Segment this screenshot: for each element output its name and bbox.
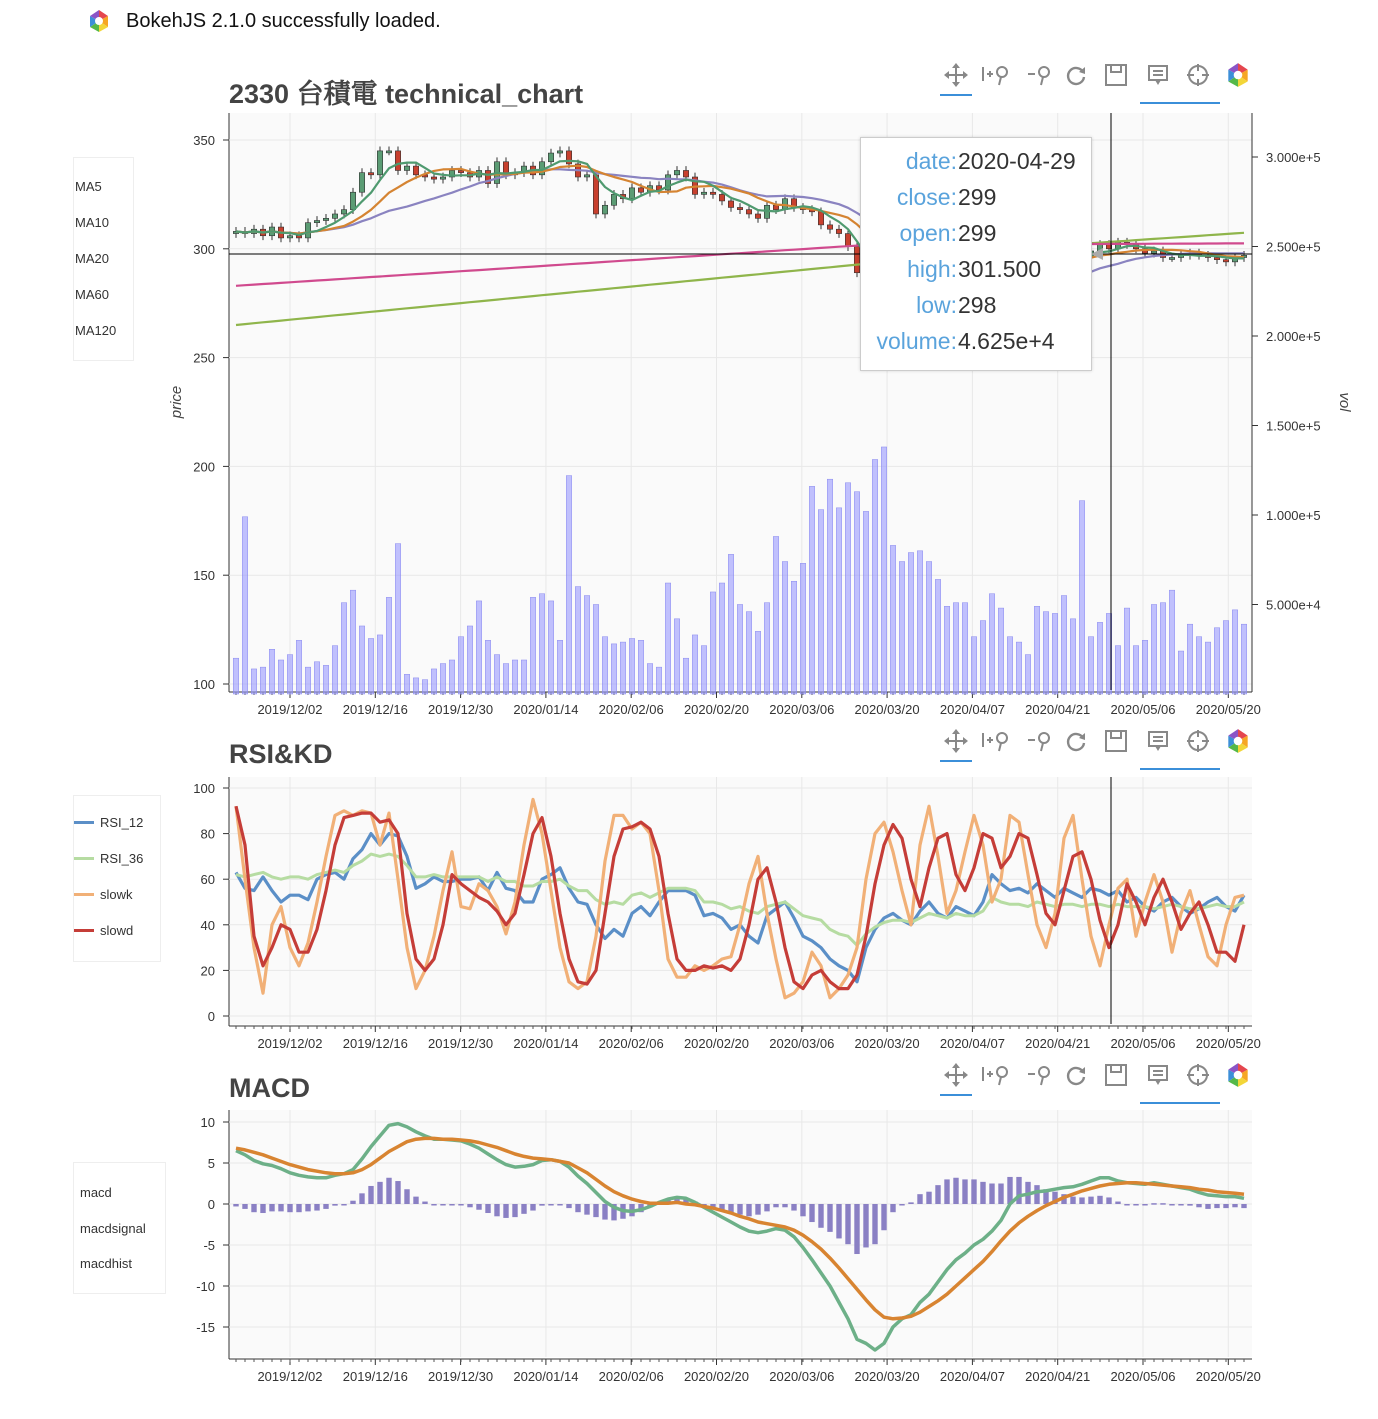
legend-label: MA20 [75, 250, 109, 266]
macdhist-bar [287, 1204, 292, 1212]
macd-y-tick-label: 5 [207, 1156, 215, 1171]
hover-tooltip [860, 137, 1092, 371]
macdhist-bar [1232, 1204, 1237, 1207]
macdhist-bar [737, 1204, 742, 1215]
macd-y-tick-label: -15 [196, 1320, 215, 1335]
macdhist-bar [908, 1202, 913, 1204]
macdhist-bar [413, 1197, 418, 1204]
macdhist-bar [233, 1204, 238, 1206]
macdhist-bar [431, 1204, 436, 1206]
macdhist-bar [926, 1192, 931, 1204]
price-x-tick-label: 2019/12/30 [428, 702, 494, 717]
tooltip-open: 299 [958, 220, 997, 246]
macdhist-bar [242, 1204, 247, 1209]
macdhist-bar [386, 1178, 391, 1204]
macdhist-bar [872, 1204, 877, 1244]
legend-label: RSI_36 [100, 850, 144, 866]
rsi-x-tick-label: 2019/12/16 [342, 1036, 408, 1051]
macdhist-bar [602, 1204, 607, 1220]
tooltip-date: 2020-04-29 [958, 148, 1076, 174]
macdhist-bar [503, 1204, 508, 1218]
macdhist-bar [1142, 1204, 1147, 1206]
macdhist-bar [989, 1184, 994, 1205]
macdhist-bar [953, 1178, 958, 1204]
rsi-chart-title: RSI&KD [229, 739, 333, 769]
macdhist-bar [845, 1204, 850, 1244]
legend-label: macdsignal [80, 1220, 146, 1236]
macdhist-bar [935, 1185, 940, 1204]
rsi-x-tick-label: 2020/05/06 [1110, 1036, 1176, 1051]
macdhist-bar [1178, 1204, 1183, 1206]
price-y-tick-label: 250 [193, 350, 215, 366]
macdhist-bar [575, 1204, 580, 1212]
tooltip-key: open: [899, 220, 957, 246]
macdhist-bar [449, 1204, 454, 1206]
macdhist-bar [899, 1204, 904, 1206]
macd-x-tick-label: 2020/05/06 [1110, 1369, 1176, 1384]
macdhist-bar [1088, 1197, 1093, 1204]
tooltip-key: high: [907, 256, 957, 282]
price-chart-title: 2330 台積電 technical_chart [229, 79, 584, 109]
macdhist-bar [998, 1184, 1003, 1205]
macdhist-bar [1016, 1177, 1021, 1204]
macd-x-tick-label: 2020/05/20 [1195, 1369, 1261, 1384]
macd-x-tick-label: 2020/03/06 [769, 1369, 835, 1384]
macdhist-bar [809, 1204, 814, 1222]
macdhist-bar [836, 1204, 841, 1238]
price-y-axis-label: price [168, 385, 185, 419]
legend-label: RSI_12 [100, 814, 144, 830]
price-y2-tick-label: 2.500e+5 [1266, 239, 1321, 255]
macdhist-bar [1106, 1197, 1111, 1204]
price-y2-tick-label: 1.000e+5 [1266, 508, 1321, 523]
price-x-tick-label: 2020/04/07 [939, 702, 1005, 717]
macd-x-tick-label: 2019/12/16 [342, 1369, 408, 1384]
macdhist-bar [1115, 1202, 1120, 1204]
macdhist-bar [1205, 1204, 1210, 1209]
macdhist-bar [440, 1204, 445, 1206]
legend-label: macdhist [80, 1255, 133, 1271]
price-x-tick-label: 2020/03/06 [769, 702, 835, 717]
tooltip-key: low: [916, 292, 957, 318]
macdhist-bar [359, 1193, 364, 1204]
macdhist-bar [800, 1204, 805, 1216]
price-y2-axis-label: vol [1336, 392, 1353, 412]
price-y-tick-label: 200 [193, 459, 215, 475]
macd-x-tick-label: 2020/01/14 [513, 1369, 579, 1384]
macdhist-bar [773, 1204, 778, 1207]
rsi-x-tick-label: 2020/02/20 [683, 1036, 750, 1051]
macdhist-bar [1151, 1203, 1156, 1205]
macdhist-bar [746, 1204, 751, 1216]
macdhist-bar [251, 1204, 256, 1212]
macdhist-bar [944, 1179, 949, 1204]
macdhist-bar [1223, 1204, 1228, 1208]
macdhist-bar [863, 1204, 868, 1247]
macdhist-bar [476, 1204, 481, 1210]
macd-x-tick-label: 2020/02/20 [683, 1369, 750, 1384]
tooltip-key: close: [896, 184, 957, 210]
macd-x-tick-label: 2019/12/02 [257, 1369, 323, 1384]
macd-x-tick-label: 2020/03/20 [854, 1369, 920, 1384]
legend-label: slowd [100, 922, 134, 938]
tooltip-key: date: [905, 148, 957, 174]
macd-x-tick-label: 2019/12/30 [428, 1369, 494, 1384]
macdhist-bar [305, 1204, 310, 1211]
rsi-y-tick-label: 60 [200, 872, 215, 888]
rsi-y-tick-label: 0 [207, 1009, 215, 1024]
macd-x-tick-label: 2020/02/06 [598, 1369, 664, 1384]
price-y2-tick-label: 3.000e+5 [1266, 150, 1321, 165]
macdhist-bar [881, 1204, 886, 1230]
price-x-tick-label: 2020/05/06 [1110, 702, 1176, 717]
macdhist-bar [971, 1179, 976, 1204]
macdhist-bar [350, 1201, 355, 1204]
macdhist-bar [827, 1204, 832, 1232]
macdhist-bar [548, 1204, 553, 1206]
price-y2-tick-label: 1.500e+5 [1266, 418, 1321, 434]
price-x-tick-label: 2020/01/14 [513, 702, 579, 717]
rsi-y-tick-label: 20 [200, 963, 215, 979]
macdhist-bar [485, 1204, 490, 1213]
macdhist-bar [980, 1182, 985, 1204]
macdhist-bar [1070, 1197, 1075, 1204]
legend-label: MA60 [75, 286, 109, 302]
macdhist-bar [458, 1204, 463, 1206]
price-y-tick-label: 300 [193, 241, 215, 257]
macdhist-bar [782, 1204, 787, 1207]
rsi-x-tick-label: 2020/01/14 [513, 1036, 579, 1051]
price-x-tick-label: 2019/12/16 [342, 702, 408, 717]
rsi-x-tick-label: 2019/12/02 [257, 1036, 323, 1051]
rsi-y-tick-label: 40 [200, 917, 215, 933]
macdhist-bar [962, 1179, 967, 1204]
legend-label: MA10 [75, 214, 109, 230]
macdhist-bar [557, 1204, 562, 1206]
macdhist-bar [584, 1204, 589, 1215]
price-x-tick-label: 2020/04/21 [1025, 702, 1091, 717]
macdhist-bar [917, 1194, 922, 1204]
macd-plot-area [229, 1110, 1252, 1357]
macdhist-bar [593, 1204, 598, 1217]
macdhist-bar [530, 1204, 535, 1211]
rsi-x-tick-label: 2020/03/20 [854, 1036, 920, 1051]
macdhist-bar [854, 1204, 859, 1254]
macdhist-bar [494, 1204, 499, 1216]
macdhist-bar [791, 1204, 796, 1211]
macdhist-bar [323, 1204, 328, 1209]
rsi-x-tick-label: 2019/12/30 [428, 1036, 494, 1051]
macdhist-bar [377, 1182, 382, 1204]
price-x-tick-label: 2020/05/20 [1195, 702, 1261, 717]
macdhist-bar [566, 1204, 571, 1208]
macdhist-bar [269, 1204, 274, 1211]
macdhist-bar [404, 1189, 409, 1204]
tooltip-key: volume: [876, 328, 957, 354]
macdhist-bar [764, 1204, 769, 1211]
rsi-x-tick-label: 2020/03/06 [769, 1036, 835, 1051]
legend-label: macd [80, 1184, 112, 1200]
macd-y-tick-label: -10 [196, 1279, 215, 1294]
macdhist-bar [521, 1204, 526, 1214]
macdhist-bar [260, 1204, 265, 1213]
macdhist-bar [1214, 1204, 1219, 1208]
macdhist-bar [296, 1204, 301, 1212]
legend-label: MA5 [75, 178, 102, 194]
macdhist-bar [1160, 1203, 1165, 1205]
rsi-y-tick-label: 100 [193, 781, 215, 796]
macd-y-tick-label: 0 [207, 1197, 215, 1212]
macdhist-bar [539, 1204, 544, 1206]
macdhist-bar [1187, 1204, 1192, 1206]
price-y-tick-label: 100 [193, 677, 215, 692]
price-y-tick-label: 350 [193, 133, 215, 148]
legend-label: MA120 [75, 322, 117, 338]
macd-chart-title: MACD [229, 1073, 310, 1103]
tooltip-close: 299 [958, 184, 997, 210]
macd-x-tick-label: 2020/04/21 [1025, 1369, 1091, 1384]
bokeh-loaded-message: BokehJS 2.1.0 successfully loaded. [126, 9, 441, 32]
rsi-x-tick-label: 2020/02/06 [598, 1036, 664, 1051]
macdhist-bar [1241, 1204, 1246, 1208]
tooltip-low: 298 [958, 292, 997, 318]
macdhist-bar [332, 1204, 337, 1206]
macdhist-bar [1196, 1204, 1201, 1207]
rsi-y-tick-label: 80 [200, 826, 215, 842]
macd-y-tick-label: 10 [200, 1115, 215, 1130]
macd-x-tick-label: 2020/04/07 [939, 1369, 1005, 1384]
price-y2-tick-label: 2.000e+5 [1266, 329, 1321, 344]
macdhist-bar [1133, 1204, 1138, 1206]
macdhist-bar [341, 1204, 346, 1206]
macdhist-bar [422, 1202, 427, 1204]
macdhist-bar [278, 1204, 283, 1211]
rsi-x-tick-label: 2020/05/20 [1195, 1036, 1261, 1051]
legend-label: slowk [100, 886, 133, 902]
price-x-tick-label: 2020/03/20 [854, 702, 920, 717]
macdhist-bar [755, 1204, 760, 1215]
macdhist-bar [395, 1181, 400, 1204]
tooltip-volume: 4.625e+4 [958, 328, 1055, 354]
price-x-tick-label: 2019/12/02 [257, 702, 323, 717]
rsi-x-tick-label: 2020/04/07 [939, 1036, 1005, 1051]
price-y-tick-label: 150 [193, 568, 215, 584]
rsi-x-tick-label: 2020/04/21 [1025, 1036, 1091, 1051]
macd-y-tick-label: -5 [203, 1238, 215, 1253]
macdhist-bar [1097, 1196, 1102, 1204]
macdhist-bar [1169, 1204, 1174, 1206]
tooltip-high: 301.500 [958, 256, 1042, 282]
macdhist-bar [368, 1186, 373, 1204]
macdhist-bar [467, 1204, 472, 1207]
macdhist-bar [1034, 1185, 1039, 1204]
macdhist-bar [314, 1204, 319, 1211]
macdhist-bar [1079, 1197, 1084, 1204]
macdhist-bar [890, 1204, 895, 1212]
price-y2-tick-label: 5.000e+4 [1266, 597, 1321, 613]
price-x-tick-label: 2020/02/20 [683, 702, 750, 717]
price-x-tick-label: 2020/02/06 [598, 702, 664, 717]
macdhist-bar [818, 1204, 823, 1228]
macdhist-bar [1124, 1204, 1129, 1206]
macdhist-bar [512, 1204, 517, 1217]
